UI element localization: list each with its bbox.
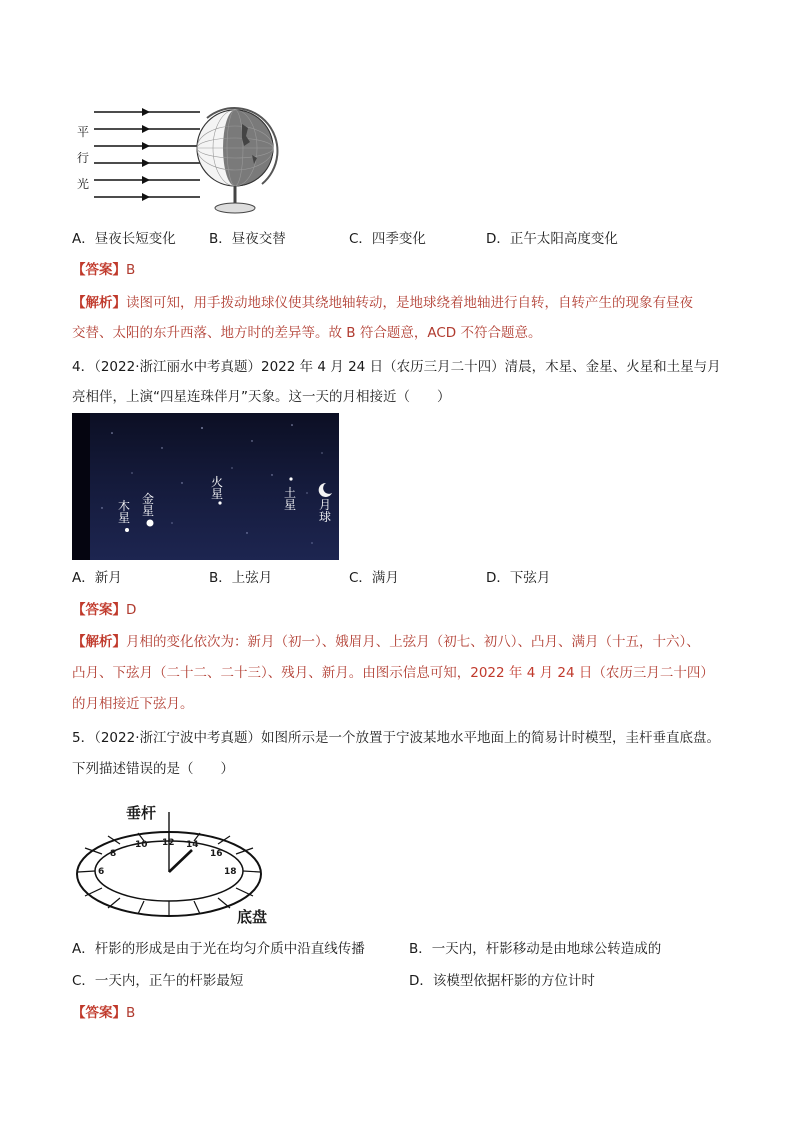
saturn-dot [289,477,292,480]
q4-option-a: A．新月 [72,570,122,586]
light-label-1: 平 [77,125,90,139]
answer-tag: 【答案】 [72,262,126,278]
analysis-tag: 【解析】 [72,295,126,311]
q4-stem-2: 亮相伴，上演“四星连珠伴月”天象。这一天的月相接近（ ） [72,389,451,405]
mars-dot [218,501,221,504]
q3-option-d: D．正午太阳高度变化 [486,231,618,247]
answer-value: B [126,1005,136,1021]
crescent-moon [319,483,332,497]
q3-option-b: B．昼夜交替 [209,231,286,247]
q4-option-d: D．下弦月 [486,570,551,586]
analysis-text: 读图可知，用手拨动地球仪使其绕地轴转动，是地球绕着地轴进行自转，自转产生的现象有昼夜 [126,295,693,311]
analysis-tag: 【解析】 [72,634,126,650]
q3-analysis-2: 交替、太阳的东升西落、地方时的差异等。故 B 符合题意，ACD 不符合题意。 [72,325,542,341]
q5-stem-1: 5．（2022·浙江宁波中考真题）如图所示是一个放置于宁波某地水平地面上的简易计时模型，圭杆垂直底盘。 [72,730,720,746]
label-mars: 火星 [211,475,224,501]
q5-option-d: D．该模型依据杆影的方位计时 [409,973,595,989]
base-label: 底盘 [237,908,268,926]
analysis-text: （农历三月二十四） [592,665,714,681]
hour-16: 16 [210,849,223,859]
analysis-text: 月相的变化依次为：新月（初一）、娥眉月、上弦月（初七、初八）、凸月、满月（十五，十六）、 [126,634,700,650]
label-venus: 金星 [142,492,155,518]
q4-analysis-2 [72,663,714,683]
q5-answer [72,1003,135,1023]
analysis-text: 凸月、下弦月（二十二、二十三）、残月、新月。由图示信息可知， [72,665,471,681]
answer-tag: 【答案】 [72,602,126,618]
answer-value: B [126,262,136,278]
q4-analysis-1 [72,632,700,652]
q5-option-a: A．杆影的形成是由于光在均匀介质中沿直线传播 [72,941,365,957]
label-jupiter: 木星 [118,499,131,525]
night-sky-photo [72,413,339,560]
q4-analysis-3: 的月相接近下弦月。 [72,696,194,712]
label-saturn: 土星 [284,486,297,512]
light-label-3: 光 [77,177,90,191]
jupiter-dot [125,528,129,532]
q4-answer [72,600,136,620]
hour-8: 8 [110,849,117,859]
sundial-figure [72,798,282,928]
answer-value: D [126,602,137,618]
hour-12: 12 [162,838,175,848]
light-label-2: 行 [77,151,90,165]
hour-18: 18 [224,867,237,877]
q3-option-c: C．四季变化 [349,231,426,247]
parallel-light-globe-illustration [72,100,292,220]
q5-option-c: C．一天内，正午的杆影最短 [72,973,244,989]
hour-10: 10 [135,840,148,850]
hour-14: 14 [186,840,199,850]
label-moon: 月球 [319,498,332,524]
q5-option-b: B．一天内，杆影移动是由地球公转造成的 [409,941,662,957]
analysis-date: 2022 年 4 月 24 日 [470,665,593,681]
q3-answer [72,260,135,280]
q5-stem-2: 下列描述错误的是（ ） [72,761,234,777]
q4-option-c: C．满月 [349,570,399,586]
answer-tag: 【答案】 [72,1005,126,1021]
rod-label: 垂杆 [126,804,157,822]
q3-option-a: A．昼夜长短变化 [72,231,176,247]
q4-option-b: B．上弦月 [209,570,273,586]
globe-figure [72,100,292,220]
venus-dot [147,520,154,527]
star-field [72,413,339,560]
q3-analysis-1 [72,293,693,313]
q4-stem-1: 4．（2022·浙江丽水中考真题）2022 年 4 月 24 日（农历三月二十四）清晨，木星、金星、火星和土星与月 [72,359,721,375]
hour-6: 6 [98,867,105,877]
